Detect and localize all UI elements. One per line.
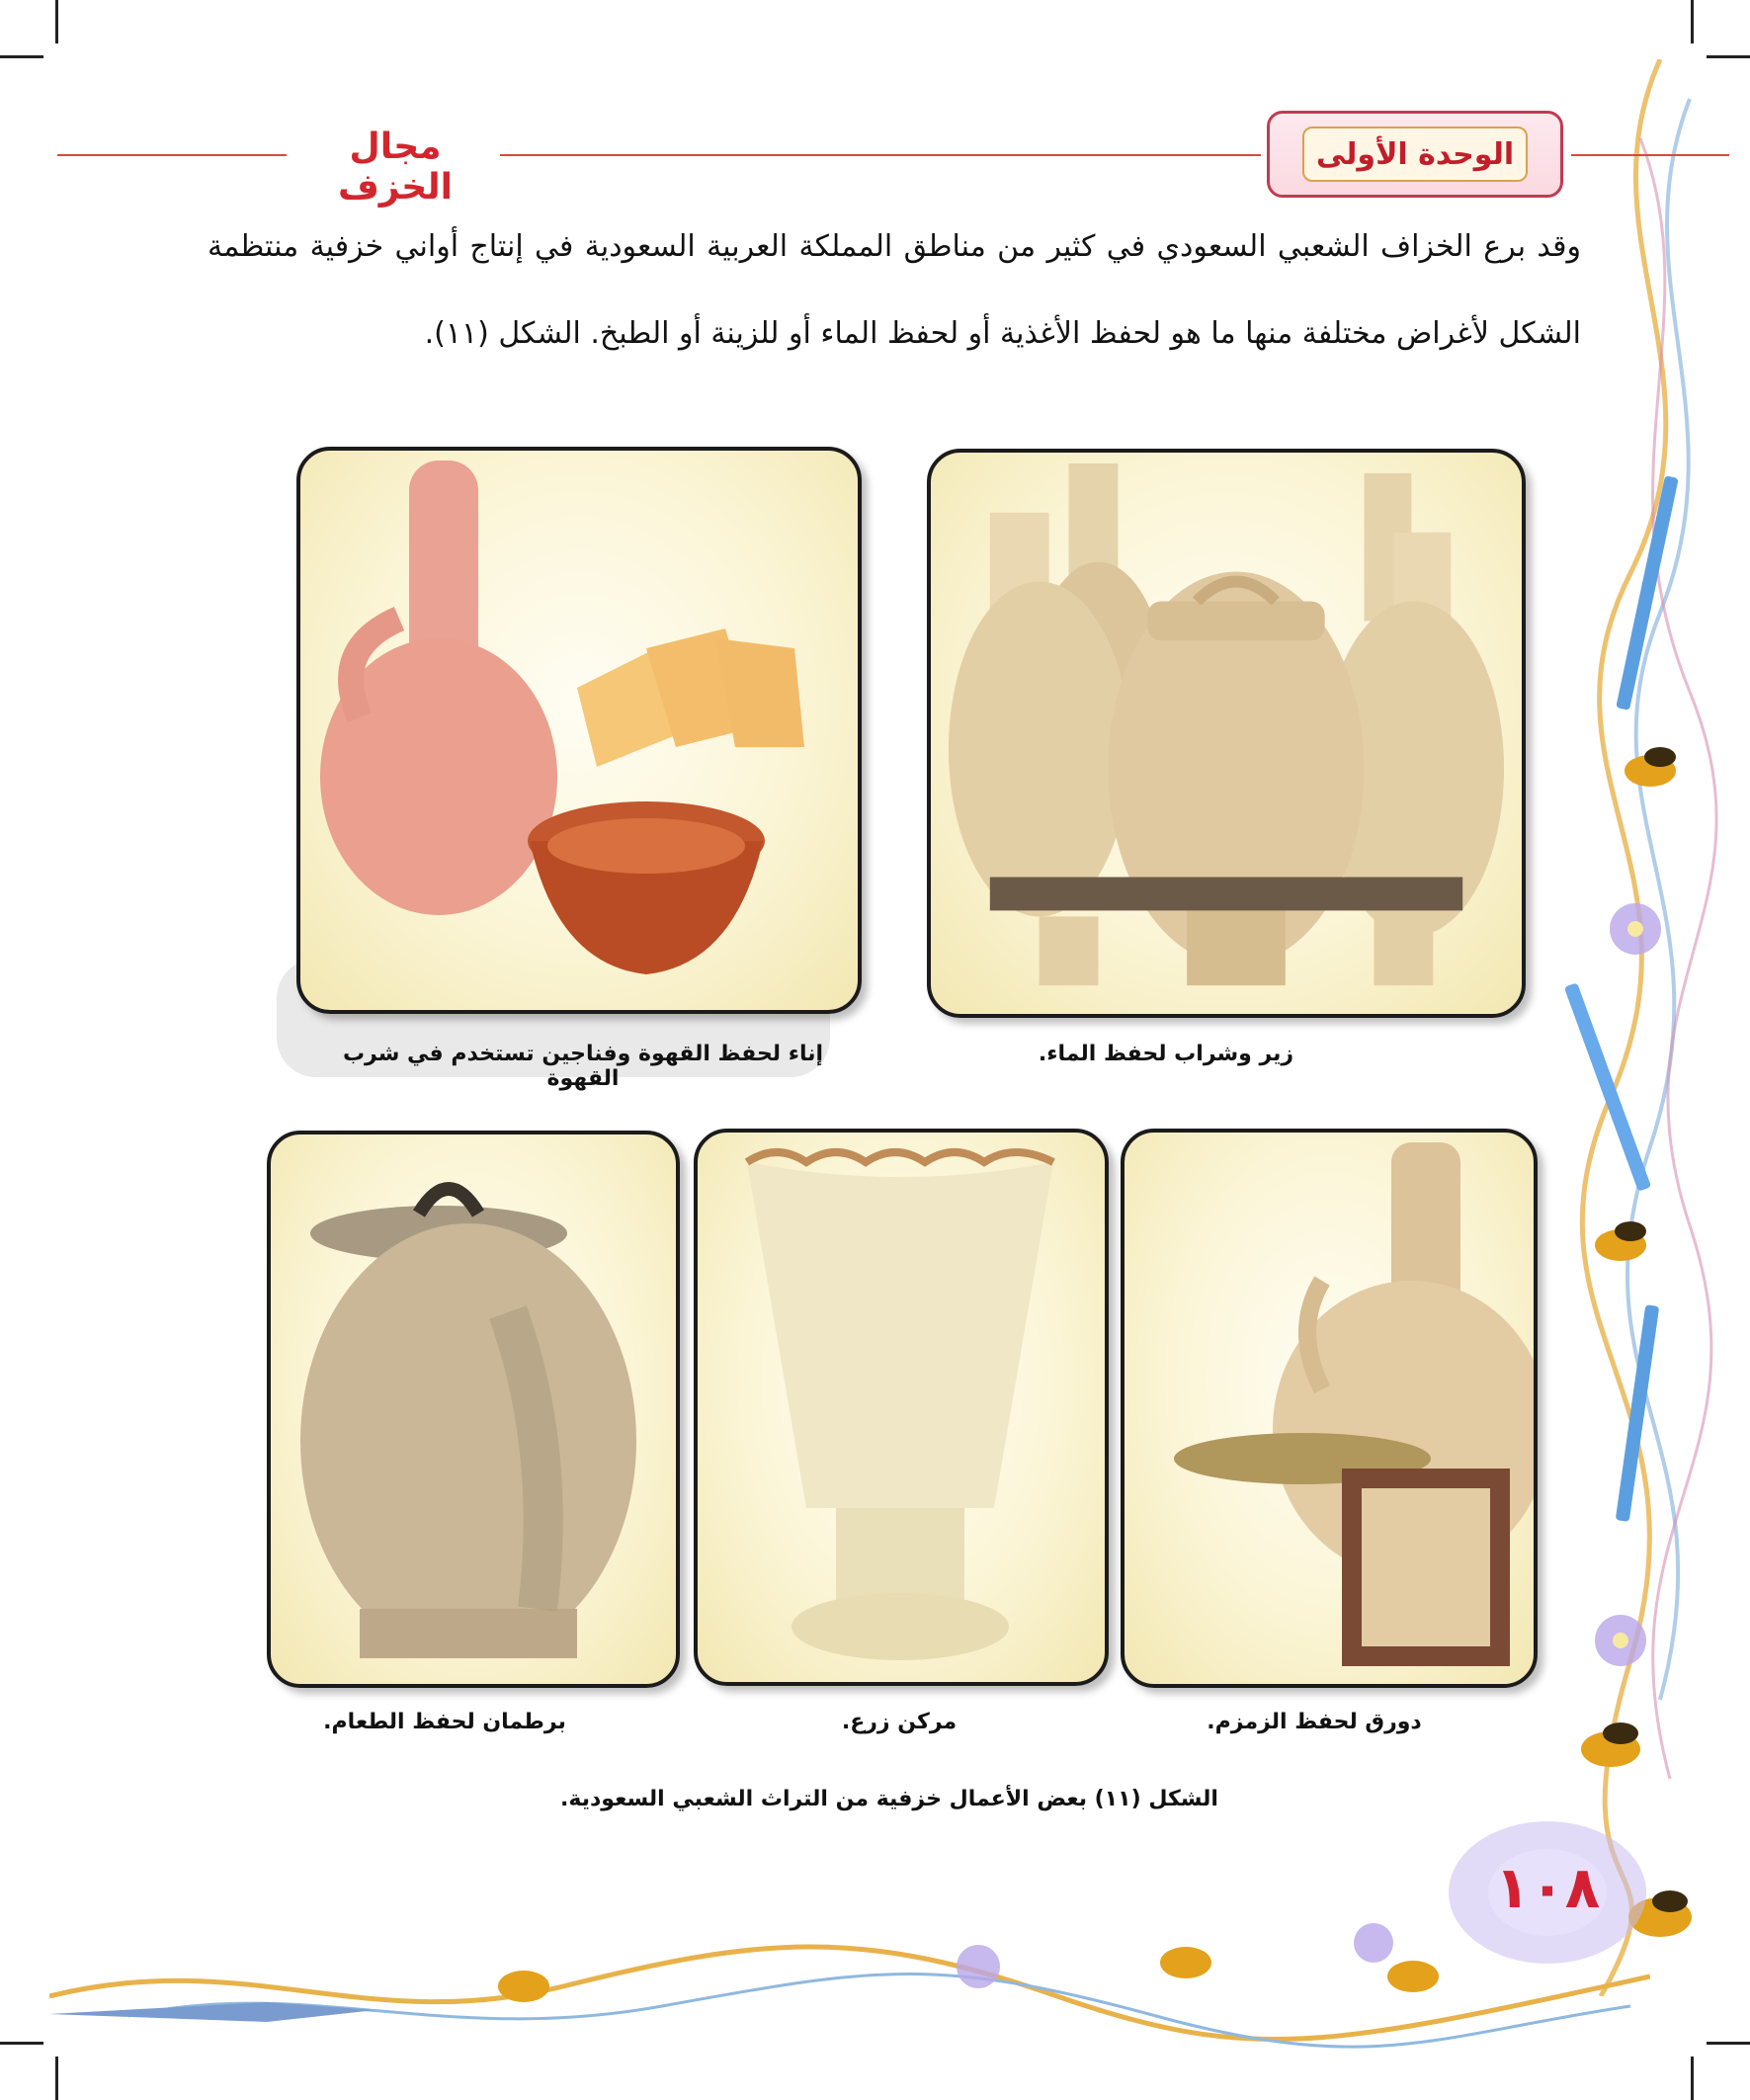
crop-mark [1707,55,1750,58]
unit-label: الوحدة الأولى [1315,136,1515,172]
flower-icon [1595,1615,1646,1666]
butterfly-icon [1595,1221,1646,1261]
crop-mark [0,55,43,58]
caption-food-jar: برطمان لحفظ الطعام. [323,1710,566,1734]
flower-icon [1354,1923,1393,1963]
photo-zamzam-jug [1121,1129,1538,1688]
flower-icon [957,1945,1000,1988]
crop-mark [1691,2057,1694,2100]
caption-planter: مركن زرع. [841,1710,958,1734]
section-title: مجال الخزف [337,126,453,208]
crop-mark [55,2057,58,2100]
pen-icon [49,2002,375,2022]
butterfly-icon [1387,1961,1439,1992]
butterfly-icon [1625,747,1676,787]
butterfly-icon [1581,1722,1640,1767]
page-number: ١٠٨ [1494,1854,1601,1921]
bottom-border-decoration [49,1907,1650,2056]
flower-icon [1610,903,1661,955]
header-rule-middle [500,154,1261,156]
header-rule-right [1571,154,1729,156]
figure-caption: الشكل (١١) بعض الأعمال خزفية من التراث الشعبي السعودية. [560,1787,1218,1811]
caption-water-jars: زير وشراب لحفظ الماء. [1038,1042,1294,1066]
photo-coffee-vessel [296,447,862,1014]
crop-mark [55,0,58,43]
photo-food-jar [267,1131,680,1688]
crop-mark [1691,0,1694,43]
crop-mark [0,2042,43,2045]
header-rule-left [57,154,287,156]
unit-title-badge [1267,111,1563,198]
caption-coffee-vessel: إناء لحفظ القهوة وفناجين تستخدم في شرب القهوة [342,1042,824,1091]
butterfly-icon [1160,1947,1211,1978]
body-paragraph: وقد برع الخزاف الشعبي السعودي في كثير من مناطق المملكة العربية السعودية في إنتاج أواني خزفية منتظمة الشكل لأغراض مختلفة منها ما هو لحفظ الأغذية أو لحفظ الماء أو للزينة أو الطبخ. الشكل (١١). [208,229,1581,351]
photo-planter [694,1129,1109,1686]
caption-zamzam-jug: دورق لحفظ الزمزم. [1207,1710,1422,1734]
crop-mark [1707,2042,1750,2045]
butterfly-icon [498,1971,549,2002]
photo-water-jars [927,449,1526,1018]
